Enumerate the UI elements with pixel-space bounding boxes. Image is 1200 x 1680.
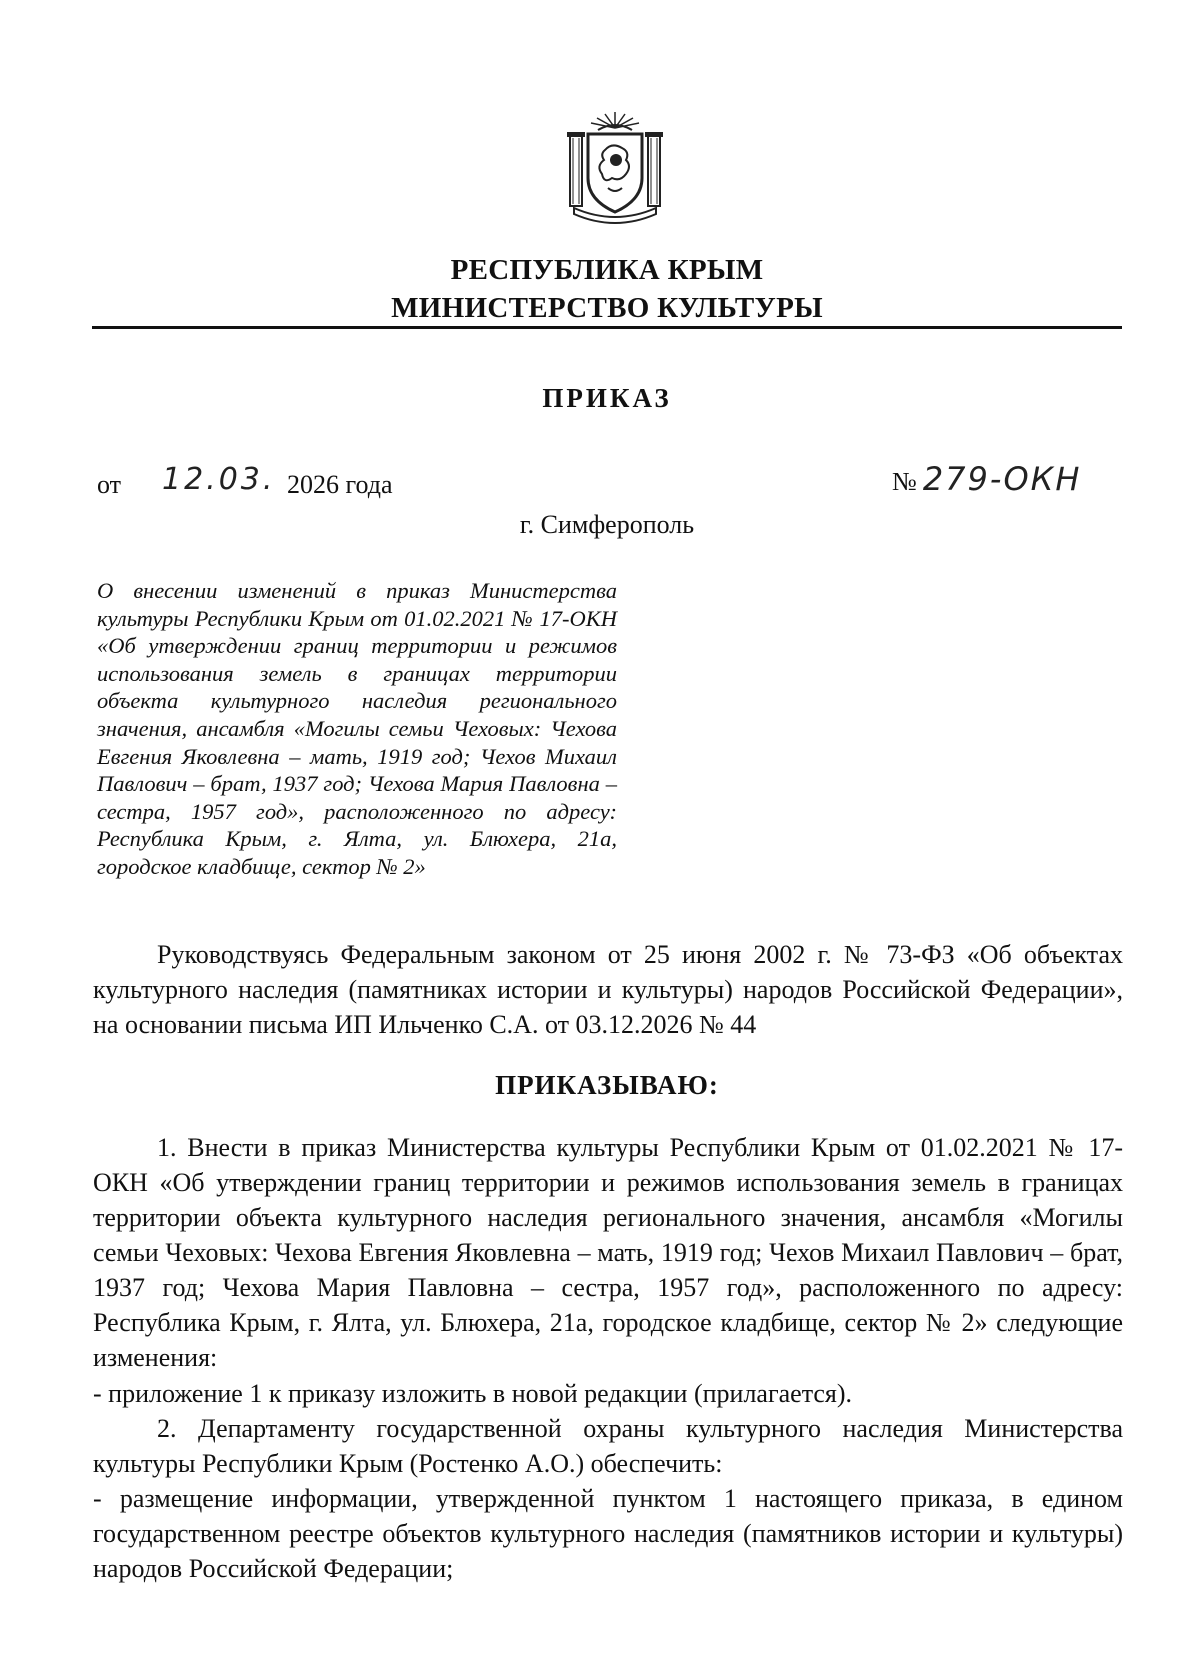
date-prefix: от <box>97 470 122 499</box>
item-2-subitem: - размещение информации, утвержденной пунктом 1 настоящего приказа, в едином государственном реестре объектов культурного наследия (памятников истории и культуры) народов Российской Федерации; <box>93 1484 1123 1583</box>
header-republic: РЕСПУБЛИКА КРЫМ <box>450 254 764 286</box>
number-sign: № <box>892 467 917 496</box>
document-type: ПРИКАЗ <box>542 383 672 413</box>
header-divider <box>92 326 1122 329</box>
header-ministry: МИНИСТЕРСТВО КУЛЬТУРЫ <box>391 292 823 324</box>
coat-of-arms-icon <box>560 108 670 228</box>
date-number-row <box>92 460 1122 510</box>
document-number <box>892 460 1081 498</box>
handwritten-date: 12.03. <box>162 462 276 497</box>
item-1-subitem: - приложение 1 к приказу изложить в новой редакции (прилагается). <box>93 1379 853 1408</box>
order-heading: ПРИКАЗЫВАЮ: <box>495 1070 719 1100</box>
city: г. Симферополь <box>519 510 695 539</box>
document-subject: О внесении изменений в приказ Министерства культуры Республики Крым от 01.02.2021 № 17-ОКН «Об утверждении границ территории и режимов использования земель в границах территории объекта культурного наследия регионального значения, ансамбля «Могилы семьи Чеховых: Чехова Евгения Яковлевна – мать, 1919 год; Чехов Михаил Павлович – брат, 1937 год; Чехова Мария Павловна – сестра, 1957 год», расположенного по адресу: Республика Крым, г. Ялта, ул. Блюхера, 21а, городское кладбище, сектор № 2» <box>97 578 617 879</box>
handwritten-number: 279-ОКН <box>922 460 1082 498</box>
item-2-paragraph: 2. Департаменту государственной охраны культурного наследия Министерства культуры Республики Крым (Ростенко А.О.) обеспечить: <box>93 1414 1123 1478</box>
date-year: 2026 года <box>287 470 393 499</box>
item-1-paragraph: 1. Внести в приказ Министерства культуры Республики Крым от 01.02.2021 № 17-ОКН «Об утверждении границ территории и режимов использования земель в границах территории объекта культурного наследия регионального значения, ансамбля «Могилы семьи Чеховых: Чехова Евгения Яковлевна – мать, 1919 год; Чехов Михаил Павлович – брат, 1937 год; Чехова Мария Павловна – сестра, 1957 год», расположенного по адресу: Республика Крым, г. Ялта, ул. Блюхера, 21а, городское кладбище, сектор № 2» следующие изменения: <box>93 1133 1123 1372</box>
preamble-paragraph: Руководствуясь Федеральным законом от 25 июня 2002 г. № 73-ФЗ «Об объектах культурного наследия (памятниках истории и культуры) народов Российской Федерации», на основании письма ИП Ильченко С.А. от 03.12.2026 № 44 <box>93 940 1123 1039</box>
